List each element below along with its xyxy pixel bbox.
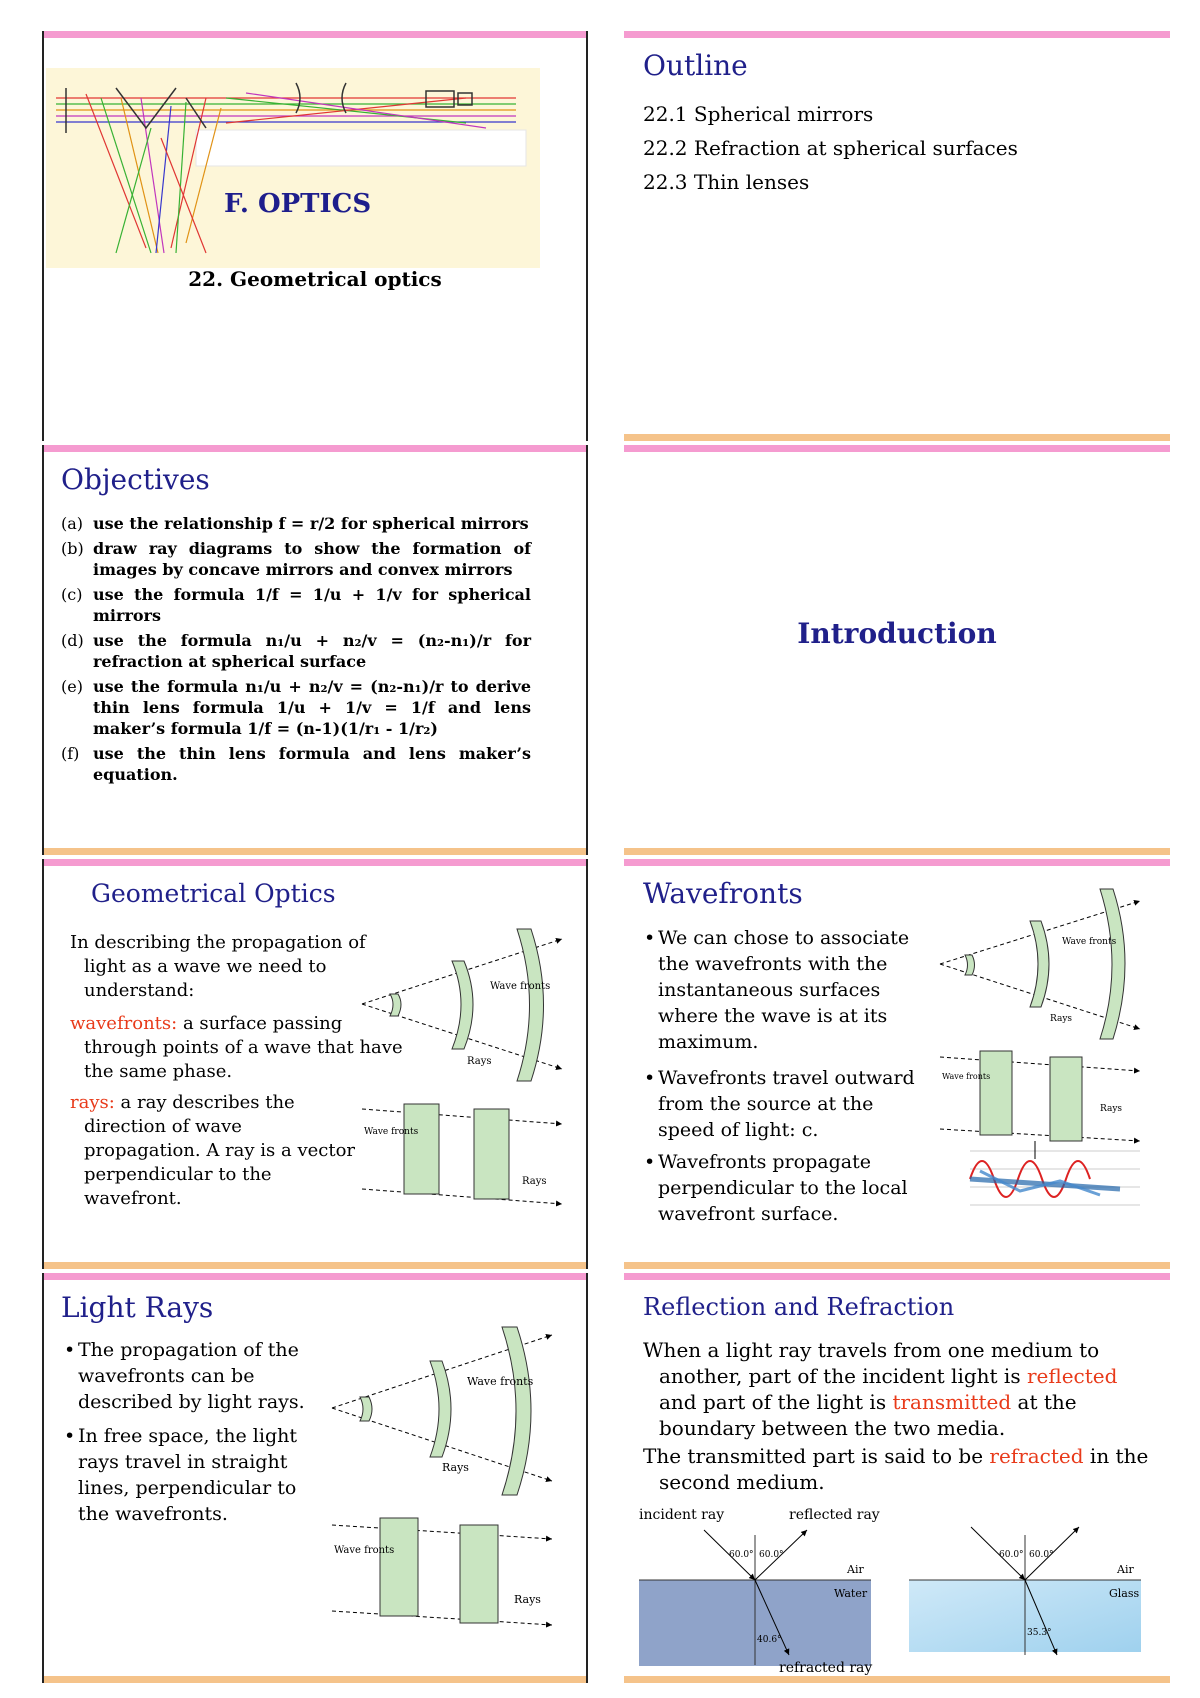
- slide-objectives: [42, 445, 588, 855]
- outline-item: 22.2 Refraction at spherical surfaces: [643, 136, 1018, 160]
- medium-air-label: Air: [1117, 1563, 1134, 1576]
- optics-ray-illustration: [46, 68, 540, 268]
- slide-reflection-refraction: [624, 1273, 1170, 1683]
- intro-text: In describing the propagation of light as a wave we need to understand:: [70, 932, 366, 1001]
- objective-text: use the formula n₁/u + n₂/v = (n₂-n₁)/r to derive thin lens formula 1/u + 1/v = 1/f and lens maker’s formula 1/f = (n-1)(1/r₁ - 1/r₂): [93, 677, 531, 738]
- term-reflected: reflected: [1026, 1364, 1118, 1388]
- slide-top-bar: [624, 31, 1170, 38]
- objectives-list: [61, 513, 531, 789]
- slide-top-bar: [624, 1273, 1170, 1280]
- angle-label: 60.0°: [999, 1550, 1024, 1560]
- bullet-text: In free space, the light rays travel in straight lines, perpendicular to the wavefronts.: [78, 1425, 297, 1525]
- bullet-text: Wavefronts travel outward from the source at the speed of light: c.: [658, 1067, 915, 1141]
- objective-label: (e): [61, 677, 83, 696]
- slide-left-border: [42, 859, 44, 1269]
- definition-text: a surface passing through points of a wave that have the same phase.: [84, 1013, 403, 1082]
- text-run: and part of the light is: [659, 1390, 893, 1414]
- objective-item: [61, 538, 531, 580]
- text-run: in the second medium.: [659, 1444, 1149, 1494]
- bullet-text: Wavefronts propagate perpendicular to the local wavefront surface.: [658, 1151, 908, 1225]
- slide-bottom-bar: [624, 434, 1170, 441]
- objective-item: [61, 513, 531, 534]
- rays-label-2: Rays: [1100, 1104, 1123, 1114]
- angle-label: 60.0°: [729, 1550, 754, 1560]
- paragraph-1: [643, 1337, 1159, 1441]
- wave-fronts-label-2: Wave fronts: [334, 1545, 395, 1556]
- angle-label: 35.3°: [1027, 1628, 1052, 1638]
- wave-fronts-label: Wave fronts: [1062, 937, 1117, 947]
- slide-top-bar: [624, 445, 1170, 452]
- slide-light-rays: [42, 1273, 588, 1683]
- wavefront-diagram: [362, 919, 582, 1209]
- wave-fronts-label-2: Wave fronts: [364, 1127, 419, 1137]
- outline-item: 22.1 Spherical mirrors: [643, 102, 874, 126]
- slide-geometrical-optics: [42, 859, 588, 1269]
- reflection-refraction-diagram: [639, 1505, 1159, 1675]
- outline-item: 22.3 Thin lenses: [643, 170, 810, 194]
- objective-label: (d): [61, 631, 84, 650]
- wave-fronts-label-2: Wave fronts: [942, 1072, 991, 1081]
- slide-bottom-bar: [624, 1676, 1170, 1683]
- objective-label: (a): [61, 514, 84, 533]
- slide-top-bar: [624, 859, 1170, 866]
- slide-top-bar: [42, 445, 588, 452]
- objective-item: [61, 584, 531, 626]
- objective-label: (b): [61, 539, 84, 558]
- slide-right-border: [586, 31, 588, 441]
- text-run: The transmitted part is said to be: [643, 1444, 990, 1468]
- paragraph-2: [643, 1443, 1159, 1495]
- em-wave-illustration: [970, 1141, 1140, 1205]
- rays-label-2: Rays: [522, 1176, 547, 1187]
- slide-top-bar: [42, 1273, 588, 1280]
- medium-glass-label: Glass: [1109, 1587, 1140, 1600]
- text-run: When a light ray travels from one medium to another, part of the incident light is: [643, 1338, 1100, 1388]
- slide-title-heading: Reflection and Refraction: [643, 1293, 955, 1321]
- objective-item: [61, 676, 531, 739]
- slide-bottom-bar: [624, 848, 1170, 855]
- slide-title-heading: Objectives: [61, 463, 210, 496]
- objective-item: [61, 743, 531, 785]
- slide-subtitle: 22. Geometrical optics: [188, 267, 442, 291]
- wave-fronts-label: Wave fronts: [467, 1375, 534, 1388]
- wave-fronts-label: Wave fronts: [490, 981, 551, 992]
- slide-title-heading: Outline: [643, 49, 748, 82]
- slide-bottom-bar: [42, 848, 588, 855]
- medium-air-label: Air: [847, 1563, 864, 1576]
- objective-label: (f): [61, 744, 80, 763]
- objective-text: use the thin lens formula and lens maker’s equation.: [93, 744, 531, 784]
- slide-title-heading: Wavefronts: [643, 877, 803, 910]
- incident-ray-label: incident ray: [639, 1507, 725, 1523]
- bullet-item: • Wavefronts propagate perpendicular to the local wavefront surface.: [644, 1151, 908, 1225]
- slide-title-heading: Introduction: [797, 617, 997, 650]
- wavefront-diagram: [940, 879, 1150, 1219]
- bullet-item: • In free space, the light rays travel in straight lines, perpendicular to the wavefronts.: [64, 1425, 297, 1525]
- angle-label: 60.0°: [759, 1550, 784, 1560]
- term-refracted: refracted: [989, 1444, 1084, 1468]
- slide-top-bar: [42, 859, 588, 866]
- slide-top-bar: [42, 31, 588, 38]
- objective-text: draw ray diagrams to show the formation of images by concave mirrors and convex mirrors: [93, 539, 531, 579]
- rays-label: Rays: [467, 1056, 492, 1067]
- rays-label: Rays: [442, 1461, 469, 1474]
- refracted-ray-label: refracted ray: [779, 1660, 873, 1676]
- slide-left-border: [42, 445, 44, 855]
- slide-title-heading: F. OPTICS: [224, 189, 372, 219]
- bullet-text: The propagation of the wavefronts can be described by light rays.: [78, 1339, 305, 1413]
- bullet-item: • The propagation of the wavefronts can be described by light rays.: [64, 1339, 305, 1413]
- angle-label: 60.0°: [1029, 1550, 1054, 1560]
- slide-left-border: [42, 1273, 44, 1683]
- slide-outline: [624, 31, 1170, 441]
- wavefronts-definition: [70, 1012, 409, 1084]
- angle-label: 40.6°: [757, 1635, 782, 1645]
- reflected-ray-label: reflected ray: [789, 1507, 880, 1523]
- slide-right-border: [586, 859, 588, 1269]
- term-rays: rays:: [70, 1092, 115, 1113]
- slide-right-border: [586, 1273, 588, 1683]
- objective-item: [61, 630, 531, 672]
- objective-label: (c): [61, 585, 83, 604]
- objective-text: use the relationship f = r/2 for spherical mirrors: [93, 514, 529, 533]
- slide-right-border: [586, 445, 588, 855]
- bullet-item: • Wavefronts travel outward from the source at the speed of light: c.: [644, 1067, 915, 1141]
- text-run: at the boundary between the two media.: [659, 1390, 1077, 1440]
- slide-wavefronts: [624, 859, 1170, 1269]
- slide-title-heading: Light Rays: [61, 1291, 214, 1324]
- term-transmitted: transmitted: [892, 1390, 1012, 1414]
- objective-text: use the formula 1/f = 1/u + 1/v for spherical mirrors: [93, 585, 531, 625]
- rays-label: Rays: [1050, 1014, 1073, 1024]
- rays-label-2: Rays: [514, 1593, 541, 1606]
- slide-bottom-bar: [42, 1262, 588, 1269]
- slide-introduction: [624, 445, 1170, 855]
- rays-definition: [70, 1091, 364, 1211]
- slide-left-border: [42, 31, 44, 441]
- objective-text: use the formula n₁/u + n₂/v = (n₂-n₁)/r for refraction at spherical surface: [93, 631, 531, 671]
- medium-water-label: Water: [834, 1587, 868, 1600]
- slide-title-heading: Geometrical Optics: [91, 879, 336, 908]
- term-wavefronts: wavefronts:: [70, 1013, 178, 1034]
- slide-bottom-bar: [624, 1262, 1170, 1269]
- light-rays-diagram: [332, 1313, 562, 1643]
- definition-text: a ray describes the direction of wave propagation. A ray is a vector perpendicular to the wavefront.: [84, 1092, 356, 1209]
- slide-bottom-bar: [42, 1676, 588, 1683]
- bullet-text: We can chose to associate the wavefronts with the instantaneous surfaces where the wave is at its maximum.: [658, 927, 910, 1053]
- slide-title: [42, 31, 588, 441]
- bullet-item: • We can chose to associate the wavefronts with the instantaneous surfaces where the wave is at its maximum.: [644, 927, 910, 1053]
